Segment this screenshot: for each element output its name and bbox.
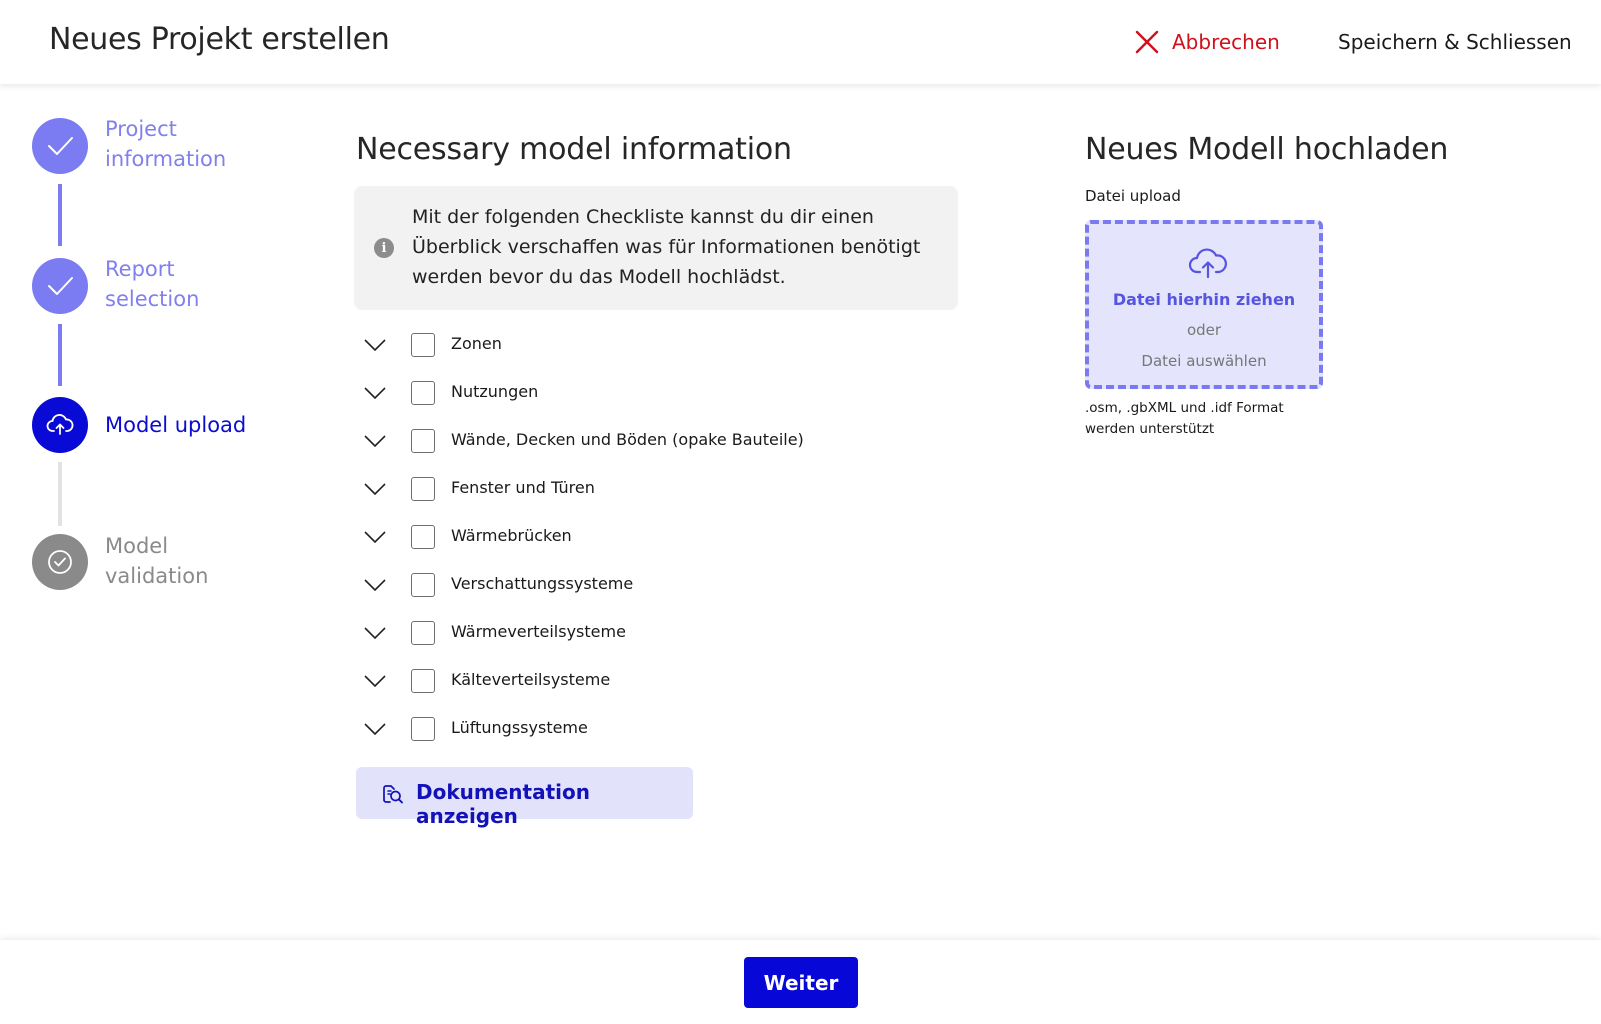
checklist-checkbox[interactable] bbox=[411, 621, 435, 645]
checklist-checkbox[interactable] bbox=[411, 573, 435, 597]
step-3-indicator bbox=[32, 397, 88, 453]
chevron-down-icon[interactable] bbox=[364, 430, 386, 452]
step-connector-1 bbox=[58, 184, 62, 246]
header-bar bbox=[0, 0, 1601, 84]
checklist-item bbox=[354, 514, 954, 558]
checklist-item bbox=[354, 322, 954, 366]
step-1-label: Project information bbox=[105, 117, 227, 171]
chevron-down-icon[interactable] bbox=[364, 334, 386, 356]
cloud-upload-icon bbox=[45, 410, 75, 440]
checklist-checkbox[interactable] bbox=[411, 669, 435, 693]
checklist-item-label: Fenster und Türen bbox=[451, 478, 595, 497]
cancel-button-label: Abbrechen bbox=[1172, 30, 1280, 54]
checklist-item-label: Kälteverteilsysteme bbox=[451, 670, 611, 689]
checklist-checkbox[interactable] bbox=[411, 717, 435, 741]
close-icon bbox=[1134, 29, 1160, 55]
checklist-checkbox[interactable] bbox=[411, 525, 435, 549]
drop-file-text: Datei hierhin ziehen bbox=[1112, 290, 1296, 309]
step-2-indicator bbox=[32, 258, 88, 314]
step-4-indicator bbox=[32, 534, 88, 590]
chevron-down-icon[interactable] bbox=[364, 574, 386, 596]
step-3-label: Model upload bbox=[105, 413, 247, 437]
checklist-item-label: Zonen bbox=[451, 334, 502, 353]
checklist-item-label: Verschattungssysteme bbox=[451, 574, 634, 593]
model-info-title: Necessary model information bbox=[356, 132, 792, 167]
chevron-down-icon[interactable] bbox=[364, 382, 386, 404]
step-connector-2 bbox=[58, 324, 62, 386]
checklist-item-label: Wärmeverteilsysteme bbox=[451, 622, 626, 641]
checklist-item-label: Wände, Decken und Böden (opake Bauteile) bbox=[451, 430, 804, 449]
supported-formats-text: .osm, .gbXML und .idf Format werden unterstützt bbox=[1085, 400, 1284, 437]
chevron-down-icon[interactable] bbox=[364, 622, 386, 644]
checklist-item bbox=[354, 466, 954, 510]
step-2-label: Report selection bbox=[105, 257, 200, 311]
page-title: Neues Projekt erstellen bbox=[49, 22, 390, 57]
chevron-down-icon[interactable] bbox=[364, 478, 386, 500]
checklist-item bbox=[354, 562, 954, 606]
chevron-down-icon[interactable] bbox=[364, 526, 386, 548]
checklist-item-label: Wärmebrücken bbox=[451, 526, 572, 545]
checklist-item bbox=[354, 610, 954, 654]
check-icon bbox=[45, 131, 75, 161]
upload-title: Neues Modell hochladen bbox=[1085, 132, 1449, 167]
save-close-button[interactable]: Speichern & Schliessen bbox=[1338, 30, 1572, 54]
next-button[interactable]: Weiter bbox=[744, 957, 858, 1008]
checklist-item-label: Lüftungssysteme bbox=[451, 718, 588, 737]
checklist-checkbox[interactable] bbox=[411, 477, 435, 501]
checklist-item bbox=[354, 370, 954, 414]
cloud-upload-icon bbox=[1186, 244, 1230, 280]
footer-bar bbox=[0, 940, 1601, 1024]
check-circle-icon bbox=[45, 547, 75, 577]
file-dropzone[interactable] bbox=[1085, 220, 1323, 389]
select-file-link[interactable]: Datei auswählen bbox=[1141, 352, 1267, 370]
step-4-label: Model validation bbox=[105, 534, 209, 588]
checklist-checkbox[interactable] bbox=[411, 333, 435, 357]
checklist-item-label: Nutzungen bbox=[451, 382, 539, 401]
checklist-checkbox[interactable] bbox=[411, 429, 435, 453]
chevron-down-icon[interactable] bbox=[364, 718, 386, 740]
check-icon bbox=[45, 271, 75, 301]
info-icon: i bbox=[374, 238, 394, 258]
checklist-item bbox=[354, 658, 954, 702]
step-connector-3 bbox=[58, 462, 62, 526]
info-box bbox=[354, 186, 958, 310]
documentation-search-icon bbox=[380, 782, 404, 806]
cancel-button[interactable] bbox=[1134, 26, 1280, 58]
show-documentation-button[interactable] bbox=[356, 767, 693, 828]
checklist-item bbox=[354, 418, 954, 462]
checklist-item bbox=[354, 706, 954, 750]
info-text: Mit der folgenden Checkliste kannst du dir einen Überblick verschaffen was für Informationen benötigt werden bevor du das Modell hochlädst. bbox=[412, 206, 921, 288]
checklist-checkbox[interactable] bbox=[411, 381, 435, 405]
chevron-down-icon[interactable] bbox=[364, 670, 386, 692]
show-documentation-label: Dokumentation anzeigen bbox=[416, 780, 590, 828]
upload-field-label: Datei upload bbox=[1085, 187, 1181, 205]
or-text: oder bbox=[1186, 321, 1222, 339]
step-1-indicator bbox=[32, 118, 88, 174]
